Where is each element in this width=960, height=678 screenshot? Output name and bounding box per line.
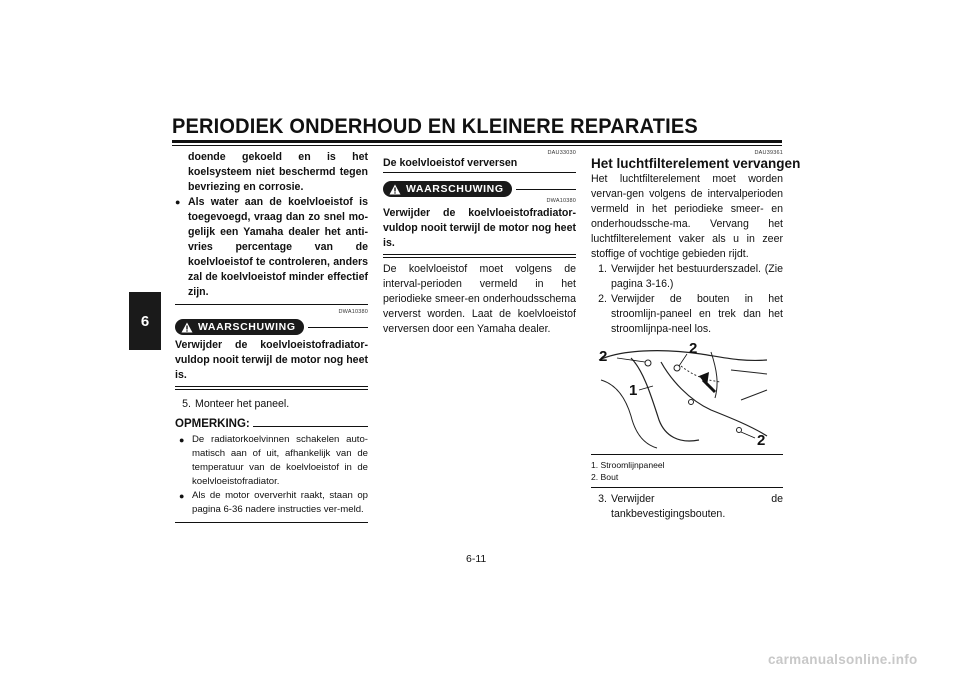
warning-text: Verwijder de koelvloeistofradiator-vuldop nooit terwijl de motor nog heet is.	[383, 207, 576, 249]
step-text: Verwijder de tankbevestigingsbouten.	[611, 493, 783, 520]
note-label: OPMERKING:	[175, 418, 250, 430]
step-item	[591, 292, 783, 337]
step-text: Verwijder de bouten in het stroomlijn-paneel en trek dan het stroomlijnpa-neel los.	[611, 293, 783, 335]
note-item	[175, 489, 368, 517]
section-code: DAU39361	[754, 150, 783, 156]
bullet-dot: ●	[175, 197, 181, 207]
step-number: 2.	[598, 293, 607, 305]
divider	[383, 172, 576, 173]
step-number: 3.	[598, 493, 607, 505]
note-header	[175, 418, 368, 430]
title-rule-thin	[172, 145, 782, 146]
step-text: Monteer het paneel.	[195, 398, 290, 410]
note-item	[175, 433, 368, 489]
page-title: PERIODIEK ONDERHOUD EN KLEINERE REPARATIES	[172, 114, 698, 138]
step-text: Verwijder het bestuurderszadel. (Zie pagina 3-16.)	[611, 263, 783, 290]
bullet-item	[175, 195, 368, 300]
callout-label: 1	[629, 382, 638, 399]
step-item	[591, 262, 783, 292]
divider	[175, 386, 368, 387]
divider	[383, 257, 576, 258]
fairing-panel-illustration	[591, 340, 771, 450]
warning-triangle-icon	[389, 184, 401, 195]
step-item	[591, 492, 783, 522]
body-paragraph: De koelvloeistof moet volgens de interval-perioden vermeld in het periodieke smeer-en onderhoudsschema ververst worden. Laat de koelvloeistof verversen door een Yamaha dealer.	[383, 263, 576, 335]
warning-rule	[516, 189, 576, 190]
page-number: 6-11	[466, 553, 487, 565]
column-middle	[383, 150, 576, 337]
figure-caption: 1. Stroomlijnpaneel	[591, 460, 665, 470]
site-watermark[interactable]: carmanualsonline.info	[768, 652, 918, 667]
chapter-tab[interactable]: 6	[129, 292, 161, 350]
body-paragraph: Het luchtfilterelement moet worden vervan-gen volgens de intervalperioden vermeld in het periodieke smeer- en onderhoudssche-ma. Vervang het luchtfilterelement vaker als u in zeer stoffige of vochtige gebieden rijdt.	[591, 173, 783, 260]
warning-code: DWA10380	[338, 309, 368, 315]
warning-label: WAARSCHUWING	[406, 183, 504, 195]
callout-label: 2	[757, 432, 766, 449]
divider	[383, 254, 576, 255]
warning-rule	[308, 327, 368, 328]
step-number: 1.	[598, 263, 607, 275]
warning-code: DWA10380	[546, 198, 576, 204]
divider	[591, 454, 783, 455]
divider	[591, 487, 783, 488]
column-left	[175, 150, 368, 523]
column-right	[591, 150, 801, 522]
bullet-dot: ●	[179, 435, 185, 445]
step-item	[175, 397, 368, 412]
section-heading: Het luchtfilterelement vervangen	[591, 156, 801, 171]
warning-text: Verwijder de koelvloeistofradiator-vuldop nooit terwijl de motor nog heet is.	[175, 339, 368, 381]
callout-label: 2	[689, 340, 698, 357]
divider	[175, 304, 368, 305]
warning-header	[175, 319, 368, 335]
title-rule	[172, 140, 782, 143]
bullet-text: Als water aan de koelvloeistof is toegevoegd, vraag dan zo snel mo-gelijk een Yamaha dealer het anti-vries percentage van de koelvloeistof te controleren, anders zal de koelvloeistof minder effectief zijn.	[188, 196, 368, 298]
section-heading: De koelvloeistof verversen	[383, 157, 518, 169]
step-number: 5.	[182, 398, 191, 410]
warning-badge	[175, 319, 304, 335]
divider	[175, 389, 368, 390]
divider	[175, 522, 368, 523]
bullet-dot: ●	[179, 491, 185, 501]
note-text: De radiatorkoelvinnen schakelen auto-matisch aan of uit, afhankelijk van de temperatuur van de koelvloeistof in de koelvloeistofradiator.	[192, 434, 368, 487]
callout-label: 2	[599, 348, 608, 365]
warning-header	[383, 181, 576, 197]
warning-badge	[383, 181, 512, 197]
section-code: DAU33030	[547, 150, 576, 156]
note-rule	[253, 426, 368, 427]
fairing-drawing	[591, 340, 771, 450]
bullet-continuation: doende gekoeld en is het koelsysteem niet beschermd tegen bevriezing en corrosie.	[188, 151, 368, 193]
warning-label: WAARSCHUWING	[198, 321, 296, 333]
note-text: Als de motor oververhit raakt, staan op pagina 6-36 nadere instructies ver-meld.	[192, 490, 368, 515]
warning-triangle-icon	[181, 322, 193, 333]
figure-caption: 2. Bout	[591, 472, 619, 482]
